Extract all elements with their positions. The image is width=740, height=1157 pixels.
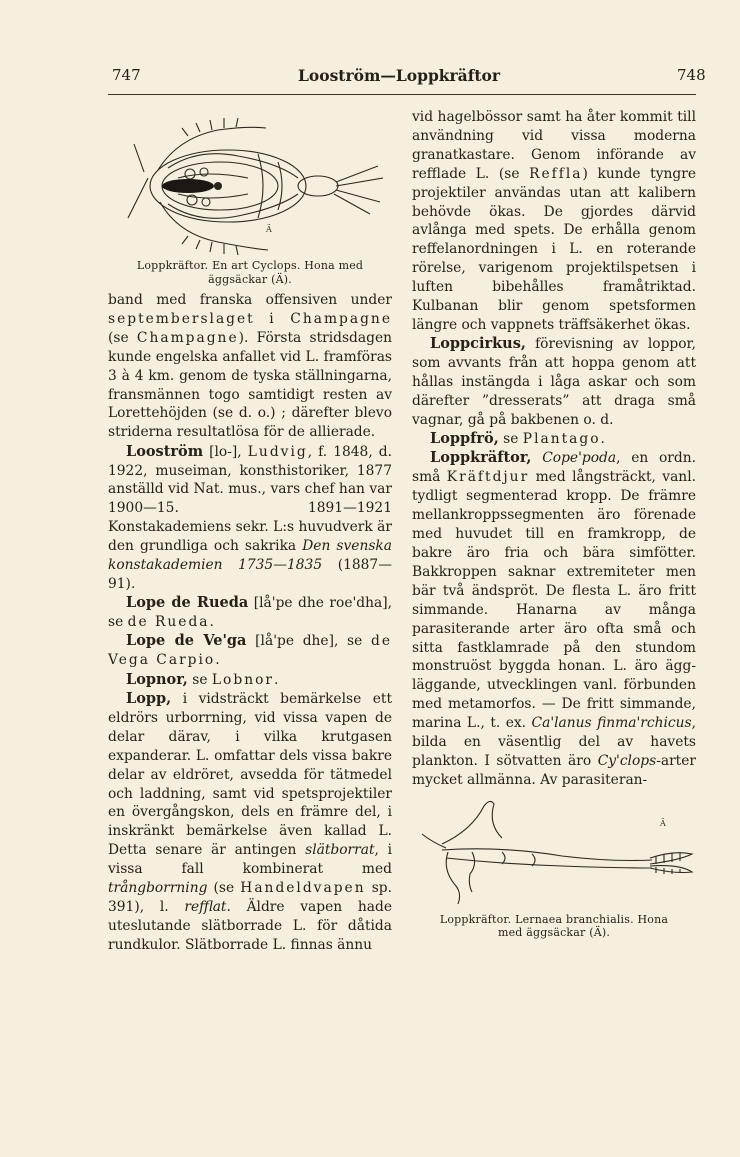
text-run: .: [600, 431, 605, 448]
text-run: sp. 391), l.: [108, 880, 393, 915]
entry-loppkraftor: [412, 449, 696, 789]
cross-reference: Handeldvapen: [240, 880, 366, 897]
book-title: Den svenska konstakademien 1735—1835: [108, 538, 392, 574]
text-run: (se: [213, 880, 235, 897]
cross-reference: Champagne: [136, 329, 239, 346]
entry-lope-de-vega: [108, 632, 392, 670]
text-run: -arter mycket allmänna. Av parasiteran-: [412, 752, 696, 788]
caption-line: Loppkräftor. En art Cyclops. Hona med: [136, 259, 364, 272]
text-run: ) kunde tyngre projektiler användas utan att kalibern behövde ökas. De gjordes därvid avlånga med spets. De erhålla genom reffelanordningen i L. en roterande rörelse, varigenom projektilspetsen i luften bibehålles framåtriktad. Kulbanan blir genom spetsformen längre och vappnets träffsäkerhet ökas.: [412, 165, 696, 333]
entry-lopnor: [108, 671, 392, 690]
text-run: , i vissa fall kombinerat med: [108, 842, 392, 878]
text-run: band med franska offensiven under: [108, 292, 392, 308]
headword: Lope de Rueda: [126, 594, 249, 612]
text-run: .: [215, 652, 220, 669]
headword: Lope de Ve'ga: [126, 632, 247, 650]
text-run: , f. 1848, d. 1922, museiman, konsthistoriker, 1877 anställd vid Nat. mus., vars chef han var 1900—15. 1891—1921 Konstakademiens sekr. L:s huvudverk är den grundliga och sakrika: [108, 443, 392, 555]
text-run: ). Första stridsdagen kunde engelska anfallet vid L. framföras 3 à 4 km. genom de tyska ställningarna, fransmännen togo samtidigt resten av Lorettehöjden (se d. o.) ; därefter blevo striderna resultatlösa för de allierade.: [108, 329, 392, 441]
text-run: (se: [108, 329, 129, 346]
figure-caption-cyclops: [108, 259, 392, 286]
paragraph-lopp-continued: [412, 108, 696, 335]
text-run: (1887—91).: [108, 557, 392, 592]
italic-term: refflat: [184, 898, 227, 915]
entry-loppcirkus: [412, 335, 696, 430]
right-column: [412, 108, 696, 945]
text-run: , en ordn. små: [412, 450, 696, 486]
figure-label-a: Ä: [266, 225, 272, 234]
cross-reference: Reffla: [529, 165, 583, 182]
entry-lope-de-rueda: [108, 594, 392, 632]
text-run: , bilda en väsentlig del av havets plankton. I sötvatten äro: [412, 715, 696, 769]
cross-reference: de Rueda: [127, 614, 210, 631]
page-header: [0, 66, 740, 92]
text-run: vid hagelbössor samt ha åter kommit till användning vid vissa moderna granatkastare. Genom införande av refflade L. (se: [412, 109, 696, 182]
cross-reference: Lobnor: [211, 671, 274, 688]
figure-label-a: Ä: [660, 818, 666, 828]
text-run: med långsträckt, vanl. tydligt segmenterad kropp. De främre mellankroppssegmenten äro förenade med huvudet till en framkropp, de bakre äro fria och bära simfötter. Bakkroppen saknar extremiteter men bär två ändspröt. De flesta L. äro fritt simmande. Hanarna av många parasiterande arter äro ofta små och sitta fastklamrade på den stundom monstruöst byggda honan. L. äro äggläggande, utvecklingen vanl. förbunden med metamorfos. — De fritt simmande, marina L., t. ex.: [412, 469, 696, 732]
text-run: i vidsträckt bemärkelse ett eldrörs urborrning, vid vissa vapen de delar därav, i vilka krutgasen expanderar. L. omfattar dels vissa bakre delar av eldröret, avsedda för tätmedel och laddning, samt vid spetsprojektiler en övergångskon, dels en främre del, i inskränkt bemärkelse även kallad L. Detta senare är antingen: [108, 690, 392, 859]
cross-reference: septemberslaget i Champagne: [108, 310, 392, 327]
italic-term: slätborrat: [305, 842, 375, 859]
left-column: [108, 108, 392, 955]
entry-lopp: [108, 690, 392, 955]
text-run: förevisning av loppor, som avvants från att hoppa genom att hållas instängda i låga askar och som därefter ”dresserats” att draga små vagnar, gå på bakbenen o. d.: [412, 336, 697, 428]
headword: Loppfrö,: [430, 430, 499, 448]
figure-caption-lernaea: [412, 913, 696, 940]
text-run: .: [273, 671, 279, 688]
headword: Lopnor,: [126, 670, 188, 688]
caption-line: med äggsäckar (Ä).: [497, 926, 611, 940]
text-run: [lå'pe dhe], se: [255, 633, 363, 650]
text-run: se: [503, 431, 519, 448]
header-rule: [108, 94, 696, 95]
text-run: se: [192, 671, 208, 688]
page-number-left: 747: [112, 66, 141, 84]
caption-line: äggsäckar (Ä).: [208, 272, 292, 286]
caption-line: Loppkräftor. Lernaea branchialis. Hona: [439, 912, 669, 926]
latin-name: Cope'poda: [542, 450, 617, 467]
text-run: .: [209, 614, 214, 631]
lernaea-illustration: [412, 794, 696, 912]
cyclops-illustration: [108, 108, 392, 258]
text-run: [lo-],: [209, 443, 242, 460]
running-title: Looström—Loppkräftor: [298, 66, 501, 85]
spaced-name: Ludvig: [247, 443, 308, 460]
cross-reference: Plantago: [522, 431, 601, 448]
latin-name: Ca'lanus finma'rchicus: [531, 715, 692, 732]
text-run: [lå'pe dhe roe'dha], se: [108, 595, 392, 631]
latin-name: Cy'clops: [597, 752, 657, 769]
entry-loostrom: [108, 443, 392, 594]
entry-loppfro: [412, 430, 696, 449]
paragraph-champagne: [108, 291, 392, 442]
page-number-right: 748: [677, 66, 706, 84]
text-run: . Äldre vapen hade uteslutande slätborrade L. för dåtida rundkulor. Slätborrade L. finnas ännu: [108, 898, 392, 953]
headword: Loppcirkus,: [430, 335, 526, 353]
headword: Looström: [126, 442, 204, 460]
italic-term: trångborrning: [108, 880, 208, 897]
cross-reference: Kräftdjur: [446, 469, 530, 486]
cross-reference: de Vega Carpio: [108, 633, 393, 669]
headword: Lopp,: [126, 689, 172, 707]
headword: Loppkräftor,: [430, 449, 532, 467]
